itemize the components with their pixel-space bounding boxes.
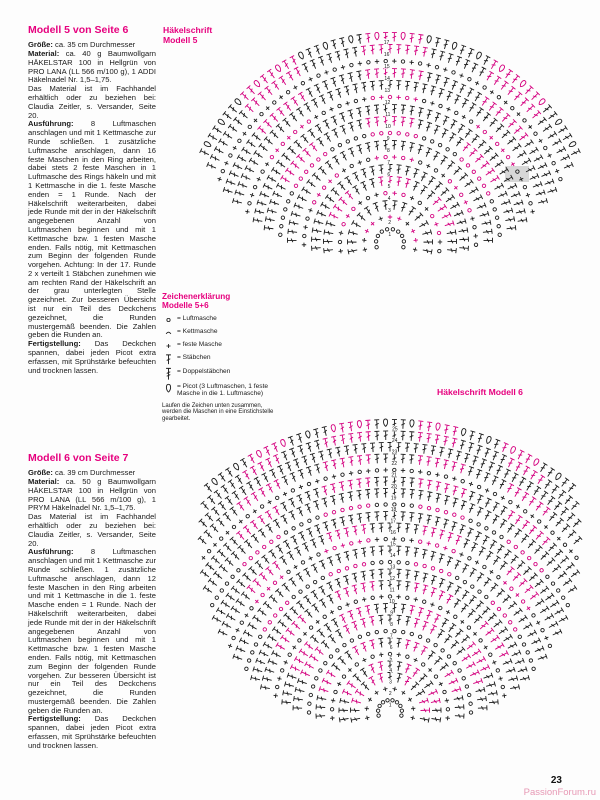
legend-item-chain: = Luftmasche xyxy=(162,315,282,326)
round-number: 15 xyxy=(384,63,390,70)
single-crochet-icon xyxy=(162,340,175,352)
round-number: 11 xyxy=(385,111,391,118)
treble-crochet-icon xyxy=(162,367,175,381)
round-number: 25 xyxy=(392,426,398,433)
model6-article xyxy=(28,452,156,751)
crochet-chart-model-6 xyxy=(155,396,600,792)
round-number: 13 xyxy=(389,564,396,571)
legend-item-single-crochet: = feste Masche xyxy=(162,341,282,352)
legend-note: Laufen die Zeichen unten zusammen, werden die Maschen in eine Einstichstelle gearbeitet. xyxy=(162,402,274,423)
legend-item-picot: = Picot (3 Luftmaschen, 1 feste Masche in die 1. Luftmasche) xyxy=(162,383,282,398)
round-number: 6 xyxy=(389,645,393,652)
model6-material: Material: ca. 50 g Baumwollgarn HÄKELSTAR 100 in Hellgrün von PRO LANA (LL 566 m/100 g), 1 PRYM Häkelnadel Nr. 1,5–1,75. xyxy=(28,476,157,513)
round-number: 3 xyxy=(388,207,391,214)
round-number: 1 xyxy=(388,231,392,238)
round-number: 14 xyxy=(384,75,390,82)
model5-heading: Modell 5 von Seite 6 xyxy=(28,24,129,36)
model5-instructions: Ausführung: 8 Luftmaschen anschlagen und mit 1 Kettmasche zur Runde schließen. 1 zusätzliche Luftmasche anschlagen, dann 16 feste Maschen in den Ring arbeiten, dabei stets 2 feste Maschen in 1 Luftmasche des Rings häkeln und mit 1 Kettmasche in die 1. feste Masche enden = 1 Runde. Nach der Häkelschrift weiterarbeiten, dabei jede Runde mit der in der Häkelschrift angegebenen Anzahl von Luftmaschen beginnen und mit 1 Kettmasche bzw. 1 festen Masche enden. Falls nötig, mit Kettmaschen zum Beginn der folgenden Runde vorgehen. Achtung: In der 17. Runde 2 x verteilt 1 Stäbchen zunehmen wie am rechten Rand der Häkelschrift an der grau unterlegten Stelle gezeichnet. Zur besseren Übersicht ist nur ein Teil des Deckchens gezeichnet, die Runden mustergemäß beenden. Die Zahlen geben die Runden an. xyxy=(28,119,156,340)
model6-supplier: Das Material ist im Fachhandel erhältlich oder zu beziehen bei: Claudia Zeitler, s. Versander, Seite 20. xyxy=(28,512,156,548)
picot-icon xyxy=(162,382,175,395)
double-crochet-icon xyxy=(162,353,175,366)
slip-stitch-icon xyxy=(162,327,175,339)
round-number: 9 xyxy=(386,135,390,142)
round-number: 9 xyxy=(390,610,394,617)
round-number: 8 xyxy=(387,147,390,154)
round-number: 12 xyxy=(389,576,396,583)
round-number: 1 xyxy=(388,702,392,709)
round-number: 2 xyxy=(388,219,391,226)
round-number: 21 xyxy=(391,472,397,479)
model5-material: Material: ca. 40 g Baumwollgarn HÄKELSTAR 100 in Hellgrün von PRO LANA (LL 566 m/100 g), 1 ADDI Häkelnadel Nr. 1,5–1,75. xyxy=(28,48,157,85)
page-number: 23 xyxy=(550,775,562,786)
model6-finishing: Fertigstellung: Das Deckchen spannen, dabei jeden Picot extra erfassen, mit Sprühstärke befeuchten und trocknen lassen. xyxy=(28,714,156,750)
round-number: 22 xyxy=(391,461,398,468)
model6-instructions: Ausführung: 8 Luftmaschen anschlagen und mit 1 Kettmasche zur Runde schließen. 1 zusätzliche Luftmasche anschlagen, dann 12 feste Maschen in den Ring arbeiten und mit 1 Kettmasche in die 1. feste Masche enden = 1 Runde. Nach der Häkelschrift weiterarbeiten, dabei jede Runde mit der in der Häkelschrift angegebenen Anzahl von Luftmaschen beginnen und mit 1 Kettmasche bzw. 1 festen Masche enden. Falls nötig, mit Kettmaschen zum Beginn der folgenden Runde vorgehen. Zur besseren Übersicht ist nur ein Teil des Deckchens gezeichnet, die Runden mustergemäß beenden. Die Zahlen geben die Runden an. xyxy=(28,547,156,715)
round-number: 18 xyxy=(390,507,397,514)
model6-size: Größe: ca. 39 cm Durchmesser xyxy=(28,468,136,478)
model5-size: Größe: ca. 35 cm Durchmesser xyxy=(28,40,136,50)
round-number: 3 xyxy=(389,679,392,686)
crochet-chart-model-5 xyxy=(150,6,595,310)
round-number: 14 xyxy=(389,553,396,560)
round-number: 4 xyxy=(389,668,393,675)
round-number: 6 xyxy=(387,171,391,178)
round-number: 16 xyxy=(390,530,396,537)
round-number: 16 xyxy=(383,51,390,58)
model5-finishing: Fertigstellung: Das Deckchen spannen, dabei jeden Picot extra erfassen, mit Sprühstärke befeuchten und trocknen lassen. xyxy=(28,339,156,375)
round-number: 7 xyxy=(387,159,390,166)
legend-title: Zeichenerklärung Modelle 5+6 xyxy=(162,292,231,311)
model6-heading: Modell 6 von Seite 7 xyxy=(28,452,129,464)
round-number: 12 xyxy=(384,99,391,106)
model5-supplier: Das Material ist im Fachhandel erhältlich oder zu beziehen bei: Claudia Zeitler, s. Versander, Seite 20. xyxy=(28,84,156,120)
round-number: 5 xyxy=(389,656,393,663)
model5-article xyxy=(28,24,156,375)
chart5-label: Häkelschrift Modell 5 xyxy=(163,25,213,45)
round-number: 4 xyxy=(387,195,391,202)
round-number: 5 xyxy=(387,183,391,190)
round-number: 17 xyxy=(390,518,397,525)
round-number: 24 xyxy=(391,438,398,445)
legend-item-treble-crochet: = Doppelstäbchen xyxy=(162,368,282,381)
legend-item-double-crochet: = Stäbchen xyxy=(162,354,282,366)
watermark: PassionForum.ru xyxy=(523,787,596,798)
round-number: 15 xyxy=(390,541,396,548)
round-number: 17 xyxy=(383,39,390,46)
symbol-legend xyxy=(162,292,282,423)
round-number: 20 xyxy=(391,484,397,491)
round-number: 10 xyxy=(389,599,395,606)
round-number: 8 xyxy=(390,622,393,629)
round-number: 19 xyxy=(390,495,397,502)
chart6-label: Häkelschrift Modell 6 xyxy=(437,387,523,397)
round-number: 13 xyxy=(384,87,391,94)
round-number: 23 xyxy=(391,449,398,456)
round-number: 10 xyxy=(385,123,391,130)
chain-stitch-icon xyxy=(162,314,175,326)
round-number: 11 xyxy=(389,587,395,594)
round-number: 7 xyxy=(389,633,393,640)
legend-item-slip: = Kettmasche xyxy=(162,328,282,339)
round-number: 2 xyxy=(388,691,392,698)
